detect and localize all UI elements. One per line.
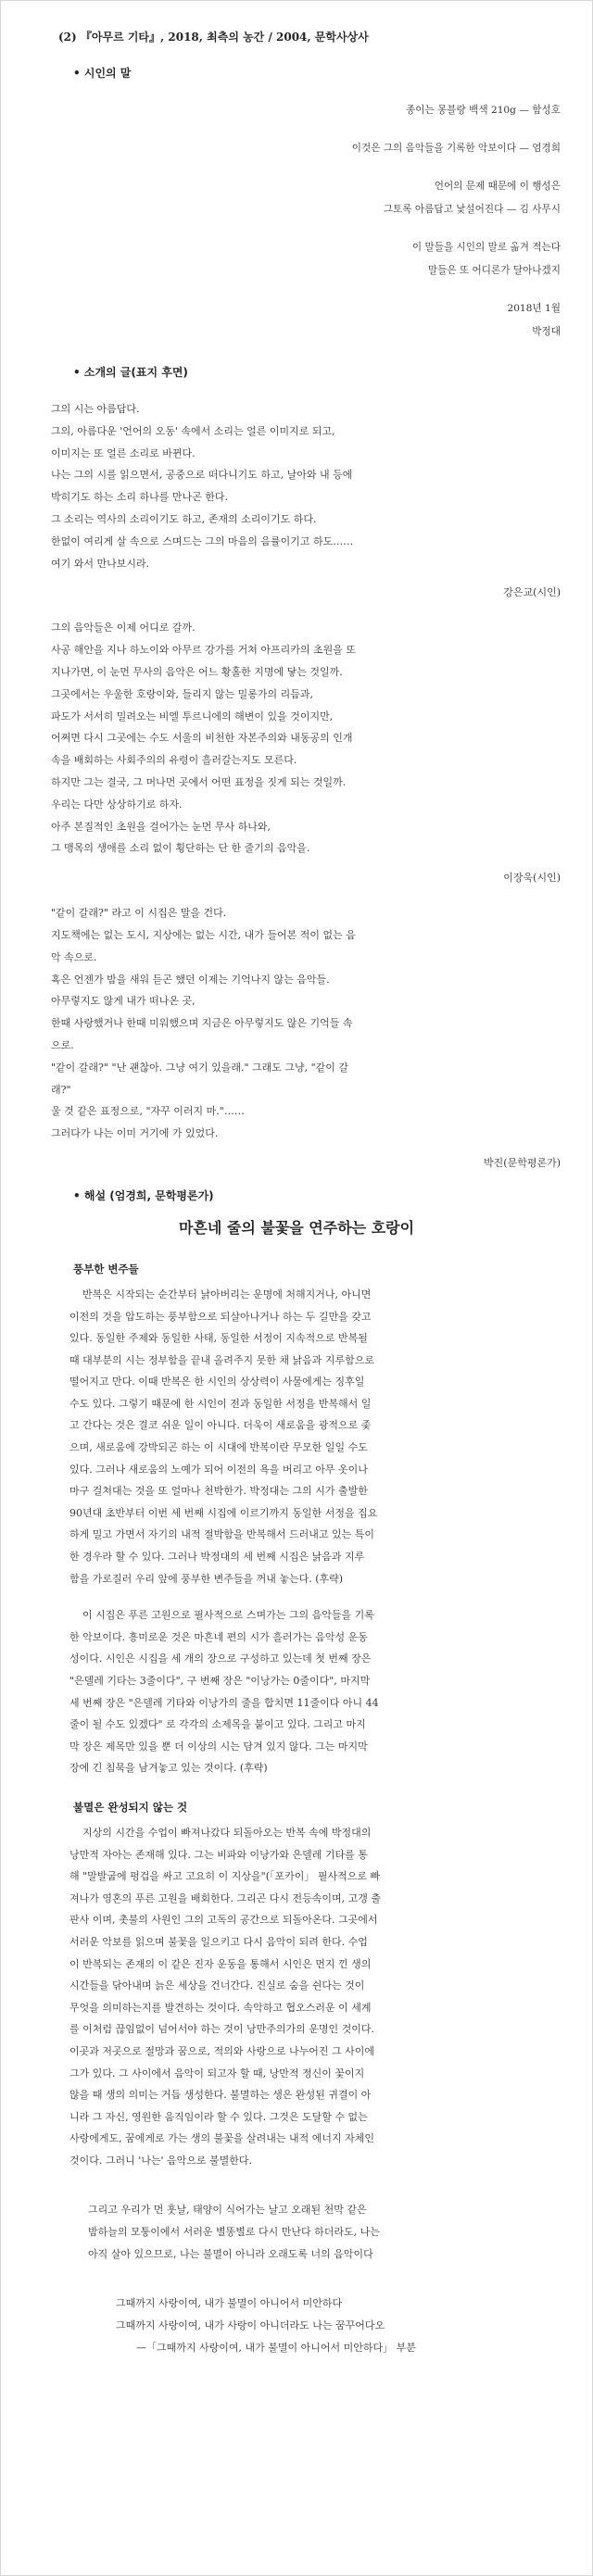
spacer [32, 221, 561, 236]
section-subhead: 불멸은 완성되지 않는 것 [73, 1800, 188, 1814]
essay-line: 떨어지고 만다. 이때 반복은 한 시인의 상상력이 사물에게는 징후일 [69, 1376, 365, 1389]
intro-line: 지도책에는 없는 도시, 지상에는 없는 시간, 내가 들어본 적이 없는 음 [51, 928, 356, 941]
spacer [32, 1779, 561, 1800]
essay-line: 장에 긴 침묵을 남겨놓고 있는 것이다. (후략) [69, 1762, 268, 1775]
essay-line: 이 시집은 푸른 고원으로 필사적으로 스며가는 그의 음악들을 기록 [69, 1609, 374, 1622]
poet-words-line: 종이는 몽블랑 백색 210g — 함성호 [405, 105, 561, 116]
commentary-sections [32, 1262, 561, 2172]
intro-line: 한없이 여리게 살 속으로 스며드는 그의 마음의 음률이기고 하도…… [51, 534, 354, 547]
poet-words-line: 이 말들을 시인의 말로 옮겨 적는다 [411, 242, 561, 253]
essay-line: 사랑에게도, 꿈에게로 가는 생의 불꽃을 살려내는 내적 에너지 자체인 [69, 2132, 374, 2145]
essay-line: 않을 때 생의 의미는 거듭 생성한다. 불멸하는 생은 완성된 귀결이 아 [69, 2089, 372, 2102]
intro-line: "같이 갈래?" "난 괜찮아. 그냥 여기 있을래." 그래도 그냥, "같이 갈 [51, 1061, 349, 1074]
intro-title: • 소개의 글(표지 후면) [73, 366, 188, 379]
essay-line: 세 번째 장은 "은델레 기타와 이낭가의 줄을 합치면 11줄이다 아니 44 [69, 1696, 379, 1709]
intro-line: 파도가 서서히 밀려오는 비엘 투르니에의 해변이 있을 것이지만, [51, 710, 334, 723]
intro-line: 그 소리는 역사의 소리이기도 하고, 존재의 소리이기도 하다. [51, 512, 317, 525]
poet-words-line: 언어의 문제 때문에 이 행성은 [434, 181, 561, 192]
intro-line: 그곳에서는 우울한 호랑이와, 들리지 않는 밀롱가의 리듬과, [51, 687, 313, 700]
essay-line: 줄이 될 수도 있겠다" 로 각각의 소제목을 붙이고 있다. 그리고 마지 [69, 1718, 366, 1731]
intro-line: 래?" [51, 1083, 71, 1096]
essay-line: 시간들을 닦아내며 늙은 세상을 건너간다. 진실로 숨을 쉰다는 것이 [69, 1979, 365, 1992]
essay-line: 서러운 악보를 읽으며 불꽃을 일으키고 다시 음악이 되려 한다. 수업 [69, 1935, 368, 1948]
intro-line: 나는 그의 시를 읽으면서, 공중으로 떠다니기도 하고, 날아와 내 등에 [51, 469, 353, 482]
intro-line: 지나가면, 이 눈먼 무사의 음악은 어느 황홀한 지명에 닿는 것일까. [51, 665, 343, 678]
intro-line: 이미지는 또 얼른 소리로 바뀐다. [51, 446, 196, 459]
essay-line: 를 이처럼 끊임없이 넘어서야 하는 것이 낭만주의가의 운명인 것이다. [69, 2023, 374, 2036]
poet-words-title: • 시인의 말 [73, 67, 132, 80]
essay-line: 한 경우라 할 수 있다. 그러나 박정대의 세 번째 시집은 낡음과 지루 [69, 1551, 365, 1564]
intro-line: 속을 배회하는 사회주의의 유령이 흘러갈는지도 모른다. [51, 754, 297, 767]
essay-line: 반복은 시작되는 순간부터 낡아버리는 운명에 처해지거나, 아니면 [69, 1288, 372, 1301]
intro-block [51, 398, 561, 574]
intro-line: 우리는 다만 상상하기로 하자. [51, 798, 183, 810]
intro-block [51, 617, 561, 860]
essay-line: 으며, 새로움에 강박되곤 하는 이 시대에 반복이란 무모한 일일 수도 [69, 1441, 368, 1454]
intro-line: 어쩌면 다시 그곳에는 수도 서울의 비천한 자본주의와 내동공의 인개 [51, 732, 353, 745]
closing-line: 밤하늘의 모퉁이에서 서러운 별똥별로 다시 만난다 하더라도, 나는 [88, 2226, 380, 2239]
intro-line: 그의, 아름다운 '언어의 오동' 속에서 소리는 얼른 이미지로 되고, [51, 424, 335, 437]
essay-line: 판사 이며, 촛불의 사원인 그의 고독의 공간으로 되돌아온다. 그곳에서 [69, 1914, 378, 1927]
intro-line: 그의 시는 아름답다. [51, 403, 140, 415]
essay-line: 마구 걸쳐대는 것을 또 얼마나 천박한가. 박정대는 그의 시가 출발한 [69, 1485, 368, 1498]
intro-line: 악 속으로. [51, 950, 97, 963]
intro-signature: 박진(문학평론가) [484, 1156, 561, 1169]
intro-line: 그 맹목의 생애를 소리 없이 횡단하는 단 한 줄기의 음악을. [51, 842, 310, 855]
poet-words-line: 말들은 또 어디론가 달아나겠지 [427, 265, 561, 276]
poem-line: 그때까지 사랑이여, 내가 사랑이 아니더라도 나는 꿈꾸어다오 [116, 2319, 385, 2332]
spacer [32, 283, 561, 297]
poet-words-line: 2018년 1월 [507, 303, 561, 314]
essay-line: 90년대 초반부터 이번 세 번째 시집에 이르기까지 동일한 서정을 집요 [69, 1506, 378, 1519]
poet-words-line: 그토록 아름답고 낯설어진다 — 김 사무시 [383, 204, 561, 215]
essay-line: 그가 있다. 그 사이에서 음악이 되고자 할 때, 낭만적 정신이 꽃이지 [69, 2067, 365, 2080]
essay-line: 이곳과 저곳으로 절망과 꿈으로, 적의와 사랑으로 나누어진 그 사이에 [69, 2044, 374, 2057]
commentary-title: • 해설 (엄경희, 문학평론가) [73, 1188, 214, 1202]
essay-line: 하게 밀고 가면서 자기의 내적 절박함을 반복해서 드러내고 있는 특이 [69, 1528, 374, 1541]
essay-line: 무엇을 의미하는지를 발견하는 것이다. 속악하고 협오스러운 이 세계 [69, 2001, 372, 2014]
intro-line: 박히기도 하는 소리 하나를 만나곤 한다. [51, 491, 228, 504]
closing-paragraph [88, 2199, 561, 2265]
spacer [69, 1590, 561, 1604]
essay-line: 함을 가로질러 우리 앞에 풍부한 변주들을 꺼내 놓는다. (후략) [69, 1572, 344, 1585]
intro-line: 하지만 그는 결국, 그 머나먼 곳에서 어떤 표정을 짓게 되는 것일까. [51, 775, 347, 788]
essay-line: 막 장은 제목만 있을 뿐 더 이상의 시는 담겨 있지 않다. 그는 마지막 [69, 1740, 368, 1753]
intro-line: 그러다가 나는 이미 거기에 가 있었다. [51, 1127, 219, 1140]
section-subhead: 풍부한 변주들 [73, 1262, 139, 1275]
essay-line: "은델레 기타는 3줄이다", 구 번째 장은 "이낭가는 0줄이다", 마지막 [69, 1675, 371, 1687]
article-title: 마흔네 줄의 불꽃을 연주하는 호랑이 [178, 1218, 415, 1237]
intro-line: 여기 와서 만나보시라. [51, 557, 150, 570]
book-heading: (2) 『아무르 기타』, 2018, 최측의 농간 / 2004, 문학사상사 [58, 31, 369, 44]
poem-line: —「그때까지 사랑이여, 내가 불멸이 아니어서 미안하다」 부분 [136, 2342, 416, 2355]
poem-line: 그때까지 사랑이여, 내가 불멸이 아니어서 미안하다 [116, 2297, 343, 2310]
intro-line: 사공 해안을 지나 하노이와 아무르 강가를 거쳐 아프리카의 초원을 또 [51, 644, 356, 657]
poet-words-line: 박정대 [532, 326, 561, 337]
intro-line: 으로. [51, 1038, 74, 1051]
essay-line: 것이다. 그러니 '나는' 음악으로 불멸한다. [69, 2154, 253, 2167]
intro-line: 울 것 같은 표정으로, "자꾸 이러지 마."…… [51, 1105, 245, 1118]
closing-poem [116, 2293, 561, 2359]
essay-line: 때 대부분의 시는 정부함을 끝내 올려주지 못한 채 낡음과 지루함으로 [69, 1353, 374, 1366]
spacer [32, 160, 561, 175]
essay-line: 있다. 동일한 주제와 동일한 사태, 동일한 서정이 지속적으로 반복될 [69, 1332, 368, 1345]
intro-line: 아무렇지도 않게 내가 떠나온 곳, [51, 995, 196, 1008]
intro-block [51, 902, 561, 1145]
essay-line: 지상의 시간을 수업이 빠져나갔다 되돌아오는 반복 속에 박정대의 [69, 1826, 372, 1839]
intro-line: 한때 사랑했거나 한때 미워했으며 지금은 아무렇지도 않은 기억들 속 [51, 1017, 353, 1030]
intro-line: 혹은 언젠가 밤을 새워 듣곤 했던 이제는 기억나지 않는 음악들. [51, 973, 330, 986]
essay-line: 이전의 것을 압도하는 풍부함으로 되살아나거나 하는 두 길만을 갖고 [69, 1310, 372, 1323]
essay-line: 이 반복되는 존재의 이 같은 진자 운동을 통해서 시인은 먼지 낀 생의 [69, 1957, 372, 1970]
essay-line: 니라 그 자신, 영원한 움직임이라 할 수 있다. 그것은 도달할 수 없는 [69, 2110, 368, 2123]
intro-line: 아주 본질적인 초원을 걸어가는 눈먼 무사 하나와, [51, 820, 271, 833]
essay-line: 있다. 그러나 새로움의 노예가 되어 이전의 욕을 버리고 아무 옷이나 [69, 1463, 368, 1476]
intro-signature: 강은교(시인) [503, 586, 561, 599]
essay-line: 져나가 영혼의 푸른 고원을 배회한다. 그리곤 다시 전등속이며, 고갱 출 [69, 1891, 381, 1904]
essay-paragraph [69, 1284, 561, 1779]
poet-words-block [32, 99, 561, 344]
essay-line: 한 악보이다. 흥미로운 것은 마흔네 편의 시가 흘러가는 음악성 운동 [69, 1630, 368, 1643]
intro-blocks [32, 398, 561, 1175]
essay-line: 성이다. 시인은 시집을 세 개의 장으로 구성하고 있는데 첫 번째 장은 [69, 1652, 372, 1665]
closing-line: 그리고 우리가 먼 훗날, 태양이 식어가는 날고 오래된 천막 같은 [88, 2204, 367, 2217]
intro-line: "같이 갈래?" 라고 이 시집은 말을 건다. [51, 907, 227, 920]
intro-line: 그의 음악들은 이제 어디로 갈까. [51, 622, 196, 635]
spacer [32, 122, 561, 137]
essay-line: 낭만적 자아는 존재해 있다. 그는 비파와 이낭가와 은델레 기타를 통 [69, 1848, 368, 1861]
poet-words-line: 이것은 그의 음악들을 기록한 악보이다 — 엄경희 [351, 143, 561, 154]
essay-line: 해 "말발굽에 펑겁을 싸고 고요히 이 지상을"(「포카이」 필사적으로 빠 [69, 1870, 381, 1883]
closing-line: 아직 살아 있으므로, 나는 불멸이 아니라 오래도록 너의 음악이다 [88, 2247, 373, 2260]
essay-line: 수도 있다. 그렇기 때문에 한 시인이 전과 동일한 서정을 반복해서 일 [69, 1397, 372, 1410]
essay-line: 고 간다는 것은 결코 쉬운 일이 아니다. 더욱이 새로움을 광적으로 좇 [69, 1419, 372, 1432]
essay-paragraph [69, 1822, 561, 2172]
intro-signature: 이장욱(시인) [503, 872, 561, 885]
